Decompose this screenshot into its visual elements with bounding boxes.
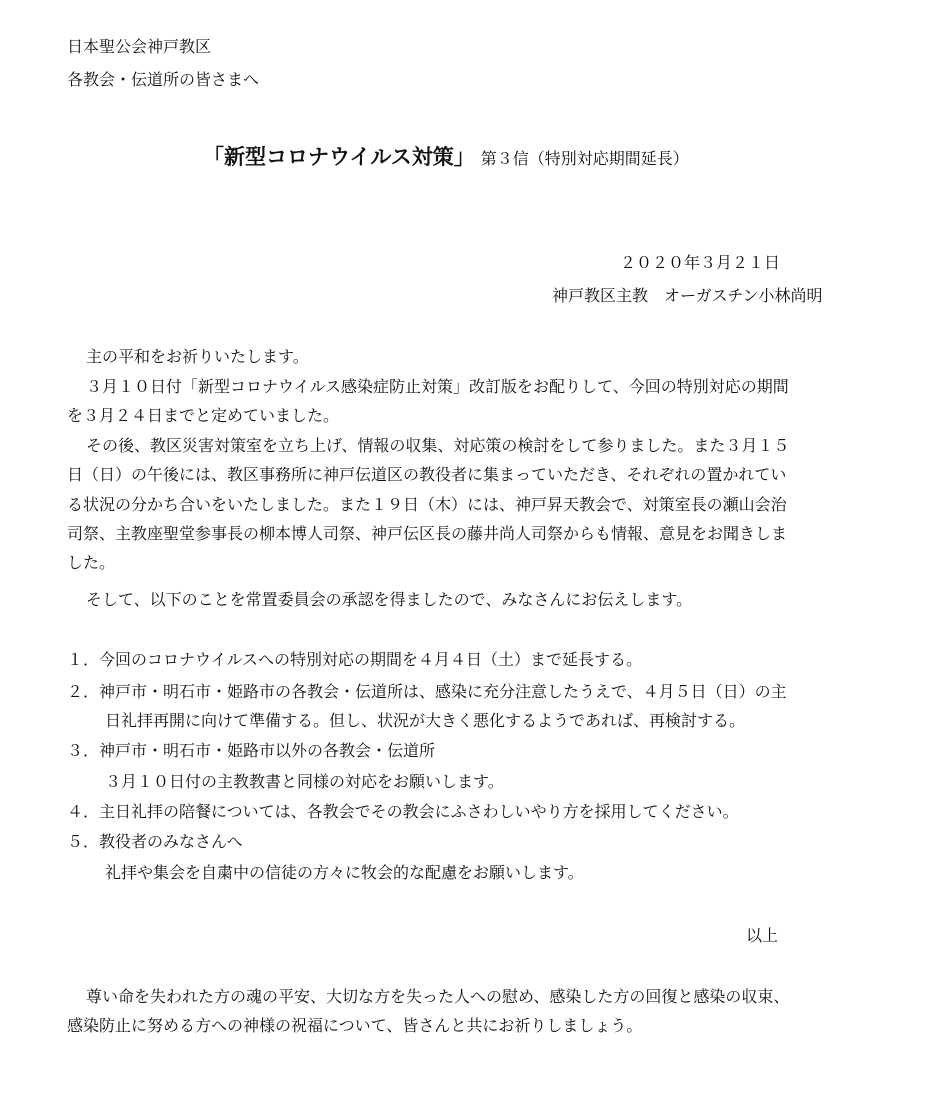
closing-mark: 以上 — [746, 926, 779, 945]
body-line: した。 — [67, 553, 116, 572]
document-title — [203, 147, 689, 169]
list-item-5-continuation: 礼拝や集会を自粛中の信徒の方々に牧会的な配慮をお願いします。 — [105, 863, 584, 882]
list-item-3-continuation: ３月１０日付の主教教書と同様の対応をお願いします。 — [105, 772, 504, 791]
body-line: 司祭、主教座聖堂参事長の柳本博人司祭、神戸伝区長の藤井尚人司祭からも情報、意見をお聞きしま — [67, 524, 788, 543]
prayer-line: 尊い命を失われた方の魂の平安、大切な方を失った人への慰め、感染した方の回復と感染の収束、 — [86, 987, 790, 1006]
list-item-3: ３．神戸市・明石市・姫路市以外の各教会・伝道所 — [67, 741, 436, 760]
title-main: 「新型コロナウイルス対策」 — [203, 145, 475, 169]
body-line: ３月１０日付「新型コロナウイルス感染症防止対策」改訂版をお配りして、今回の特別対応の期間 — [86, 377, 789, 396]
body-line: その後、教区災害対策室を立ち上げ、情報の収集、対応策の検討をして参りました。また３月１５ — [86, 436, 790, 455]
recipients: 各教会・伝道所の皆さまへ — [67, 70, 260, 89]
list-item-4: ４．主日礼拝の陪餐については、各教会でその教会にふさわしいやり方を採用してください。 — [67, 802, 739, 821]
prayer-line: 感染防止に努める方への神様の祝福について、皆さんと共にお祈りしましょう。 — [67, 1016, 643, 1035]
list-item-5: ５．教役者のみなさんへ — [67, 832, 243, 851]
org-name: 日本聖公会神戸教区 — [67, 37, 212, 56]
body-line: を３月２４日までと定めていました。 — [67, 406, 340, 425]
letter-date: ２０２０年３月２１日 — [620, 253, 781, 272]
list-item-2-continuation: 日礼拝再開に向けて準備する。但し、状況が大きく悪化するようであれば、再検討する。 — [105, 711, 746, 730]
body-line: 日（日）の午後には、教区事務所に神戸伝道区の教役者に集まっていただき、それぞれの置かれてい — [67, 465, 787, 484]
body-line: そして、以下のことを常置委員会の承認を得ましたので、みなさんにお伝えします。 — [86, 590, 693, 609]
body-line: る状況の分かち合いをいたしました。また１９日（木）には、神戸昇天教会で、対策室長の瀬山会治 — [67, 495, 787, 514]
letter-author: 神戸教区主教 オーガスチン小林尚明 — [552, 286, 823, 305]
body-line: 主の平和をお祈りいたします。 — [86, 347, 309, 366]
list-item-2: ２．神戸市・明石市・姫路市の各教会・伝道所は、感染に充分注意したうえで、４月５日（日）の主 — [67, 682, 787, 701]
list-item-1: １．今回のコロナウイルスへの特別対応の期間を４月４日（土）まで延長する。 — [67, 650, 643, 669]
title-sub: 第３信（特別対応期間延長） — [480, 149, 689, 168]
